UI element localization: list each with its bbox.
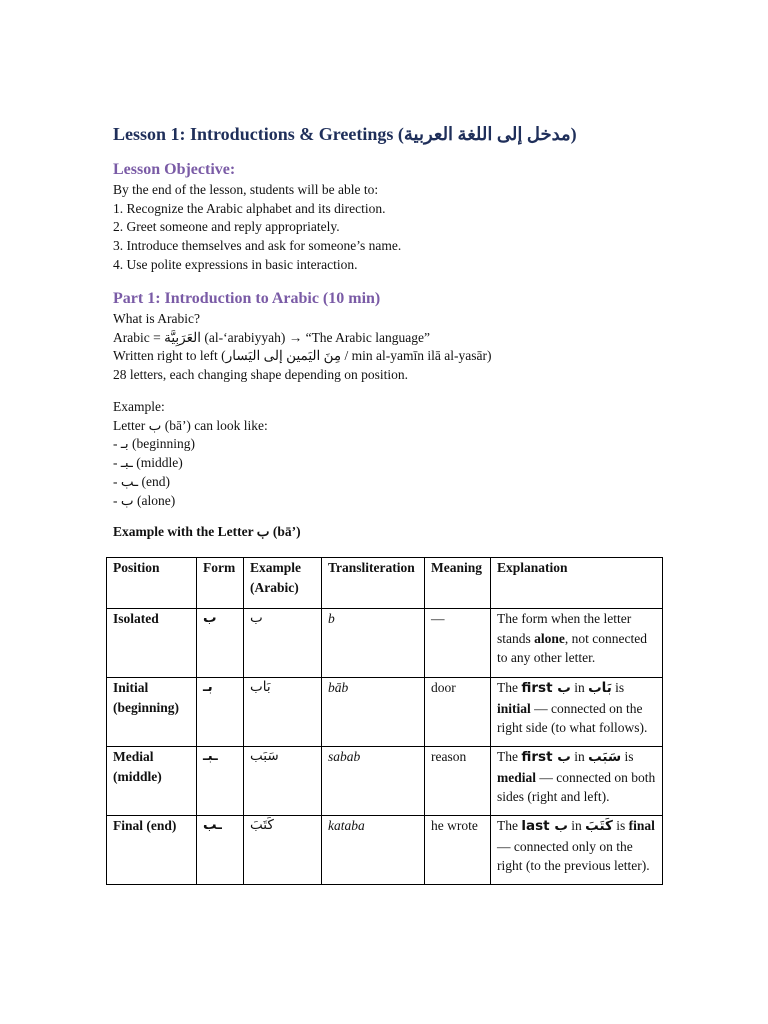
header-meaning: Meaning bbox=[425, 558, 491, 609]
header-position: Position bbox=[107, 558, 197, 609]
cell-explanation: The last ب in كَتَبَ is final — connected only on the right (to the previous letter). bbox=[491, 816, 663, 885]
cell-transliteration: bāb bbox=[322, 678, 425, 747]
objective-line: 4. Use polite expressions in basic interaction. bbox=[113, 256, 358, 272]
objective-line: 2. Greet someone and reply appropriately. bbox=[113, 219, 340, 235]
objective-line: 3. Introduce themselves and ask for someone’s name. bbox=[113, 238, 402, 254]
objective-line: 1. Recognize the Arabic alphabet and its direction. bbox=[113, 200, 386, 216]
table-row bbox=[107, 747, 663, 816]
header-explanation: Explanation bbox=[491, 558, 663, 609]
cell-form: ـب bbox=[197, 816, 244, 885]
cell-form: بـ bbox=[197, 678, 244, 747]
cell-meaning: — bbox=[425, 609, 491, 678]
cell-meaning: he wrote bbox=[425, 816, 491, 885]
table-row bbox=[107, 609, 663, 678]
table-header-row bbox=[107, 558, 663, 609]
page-title: Lesson 1: Introductions & Greetings (مدخل إلى اللغة العربية) bbox=[113, 124, 577, 144]
example-list bbox=[113, 398, 268, 510]
part1-line: Written right to left (مِنَ اليَمين إلى اليَسار / min al-yamīn ilā al-yasār) bbox=[113, 348, 492, 364]
cell-position: Isolated bbox=[107, 609, 197, 678]
cell-transliteration: b bbox=[322, 609, 425, 678]
example-line: - ـب (end) bbox=[113, 473, 170, 489]
objective-list bbox=[113, 181, 401, 275]
part1-line: Arabic = العَرَبِيَّة (al-ʻarabiyyah) → “The Arabic language” bbox=[113, 329, 431, 345]
cell-example: بَاب bbox=[244, 678, 322, 747]
part1-heading: Part 1: Introduction to Arabic (10 min) bbox=[113, 290, 381, 307]
example-line: Example: bbox=[113, 399, 165, 414]
example-line: - ب (alone) bbox=[113, 492, 176, 508]
part1-list bbox=[113, 310, 491, 385]
cell-explanation: The form when the letter stands alone, not connected to any other letter. bbox=[491, 609, 663, 678]
example-line: Letter ب (bāʼ) can look like: bbox=[113, 417, 268, 433]
table-row bbox=[107, 678, 663, 747]
part1-line: What is Arabic? bbox=[113, 311, 200, 326]
cell-form: ب bbox=[197, 609, 244, 678]
objective-line: By the end of the lesson, students will be able to: bbox=[113, 182, 379, 197]
header-form: Form bbox=[197, 558, 244, 609]
table-caption: Example with the Letter ب (bāʼ) bbox=[113, 524, 301, 539]
example-line: - بـ (beginning) bbox=[113, 436, 195, 452]
cell-example: كَتَبَ bbox=[244, 816, 322, 885]
cell-position: Medial (middle) bbox=[107, 747, 197, 816]
cell-example: سَبَب bbox=[244, 747, 322, 816]
header-transliteration: Transliteration bbox=[322, 558, 425, 609]
cell-meaning: reason bbox=[425, 747, 491, 816]
header-example: Example (Arabic) bbox=[244, 558, 322, 609]
table-row bbox=[107, 816, 663, 885]
cell-example: ب bbox=[244, 609, 322, 678]
letter-forms-table bbox=[106, 557, 663, 885]
cell-meaning: door bbox=[425, 678, 491, 747]
objective-heading: Lesson Objective: bbox=[113, 161, 236, 178]
cell-position: Final (end) bbox=[107, 816, 197, 885]
cell-form: ـبـ bbox=[197, 747, 244, 816]
cell-transliteration: sabab bbox=[322, 747, 425, 816]
cell-position: Initial (beginning) bbox=[107, 678, 197, 747]
cell-transliteration: kataba bbox=[322, 816, 425, 885]
cell-explanation: The first ب in سَبَب is medial — connected on both sides (right and left). bbox=[491, 747, 663, 816]
cell-explanation: The first ب in بَاب is initial — connected on the right side (to what follows). bbox=[491, 678, 663, 747]
example-line: - ـبـ (middle) bbox=[113, 455, 183, 471]
part1-line: 28 letters, each changing shape depending on position. bbox=[113, 367, 409, 383]
